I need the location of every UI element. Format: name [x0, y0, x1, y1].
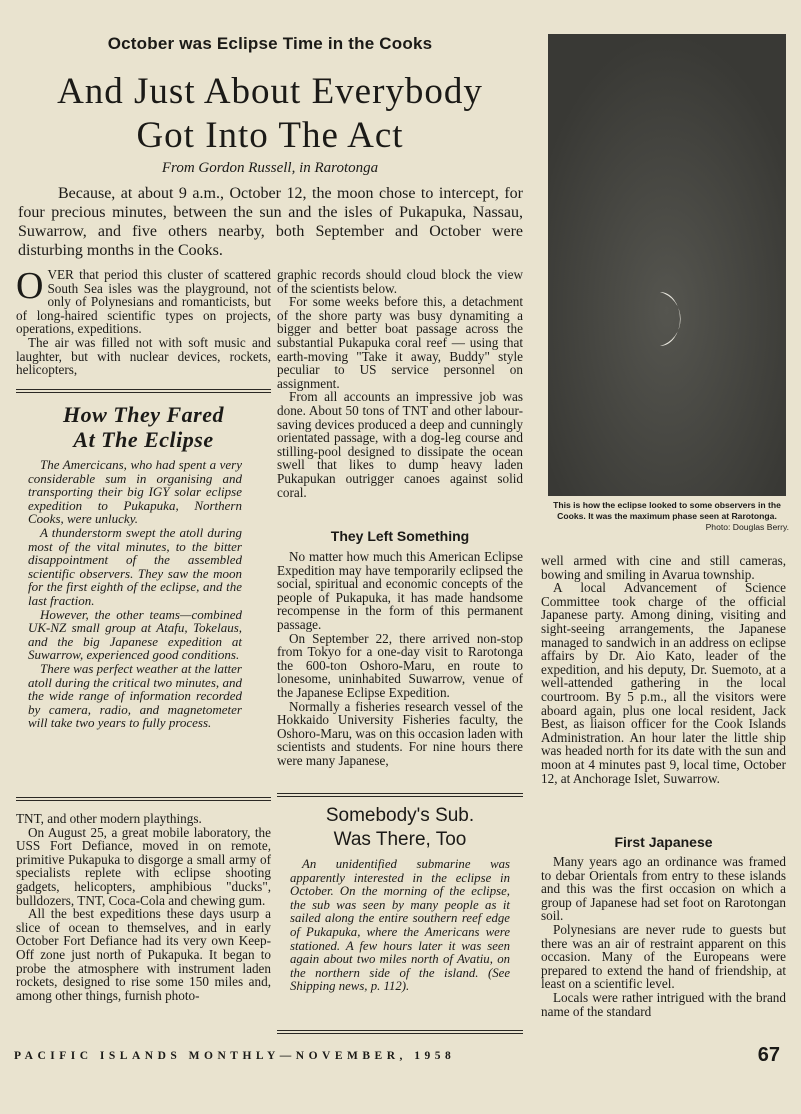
col2-bottom [277, 550, 523, 768]
sidebar-title-line-1: Somebody's Sub. [325, 805, 475, 826]
col2-para: No matter how much this American Eclipse Expedition may have temporarily eclipsed the social, spiritual and economic concepts of the people of Pukapuka, it has made handsome recompense in the form of this permanent passage. [277, 549, 523, 632]
col3-para: Many years ago an ordinance was framed to debar Orientals from entry to these islands and this was the first occasion on which a group of Japanese had set foot on Rarotongan soil. [541, 854, 786, 924]
drop-cap: O [16, 265, 44, 307]
kicker: October was Eclipse Time in the Cooks [107, 34, 433, 53]
page-footer [14, 1044, 784, 1074]
col3-para: well armed with cine and still cameras, bowing and smiling in Avarua township. [541, 553, 786, 582]
col1-top [16, 265, 271, 378]
subhead-first-japanese: First Japanese [614, 834, 713, 850]
eclipse-crescent-icon [548, 34, 786, 496]
byline: From Gordon Russell, in Rarotonga [161, 160, 379, 176]
col3-para: Polynesians are never rude to guests but there was an air of restraint apparent on this occasion. Many of the Europeans were prepared to extend the hand of friendship, at least on a scientific level. [541, 921, 786, 992]
box-para: A thunderstorm swept the atoll during most of the vital minutes, to the bitter disappointment of the assembled scientific observers. They saw the moon for the first eighth of the eclipse, and the last fraction. [28, 524, 242, 608]
col2-para: For some weeks before this, a detachment of the shore party was busy dynamiting a bigger and better boat passage across the substantial Pukapuka coral reef — using that earth-moving "Take it away, Buddy" style peculiar to US service personnel on assignment. [277, 294, 523, 391]
sidebar-top-rule [277, 793, 523, 797]
headline-line-2: Got Into The Act [136, 115, 404, 156]
col1-para-2: The air was filled not with soft music and laughter, but with nuclear devices, rockets, helicopters, [16, 334, 271, 378]
box-title-line-2: At The Eclipse [73, 427, 214, 452]
col3-bottom [541, 855, 786, 1018]
col1-para-1: OVER that period this cluster of scattered South Sea isles was the playground, not only of Polynesians and romanticists, but of long-haired scientific types on projects, operations, expeditions. [16, 265, 271, 337]
box-para: The Amercicans, who had spent a very considerable sum in organising and transporting their big IGY solar eclipse expedition to Pukapuka, Northern Cooks, were unlucky. [28, 457, 242, 527]
sidebar-bottom-rule [277, 1030, 523, 1034]
col2-para: graphic records should cloud block the view of the scientists below. [277, 267, 523, 296]
intro-paragraph: Because, at about 9 a.m., October 12, the moon chose to intercept, for four precious minutes, between the sun and the isles of Pukapuka, Nassau, Suwarrow, and five others nearby, both September and October were disturbing months in the Cooks. [18, 185, 523, 259]
col1-bottom-para: On August 25, a great mobile laboratory, the USS Fort Defiance, moved in on remote, primitive Pukapuka to disgorge a small army of specialists replete with eclipse shooting gadgets, helicopters, amphibious "ducks", bulldozers, TNT, Coca-Cola and chewing gum. [16, 824, 271, 908]
col2-para: On September 22, there arrived non-stop from Tokyo for a one-day visit to Rarotonga the 600-ton Oshoro-Maru, en route to lonesome, uninhabited Suwarrow, venue of the Japanese Eclipse Expedition. [277, 630, 523, 700]
page-number: 67 [757, 1044, 780, 1066]
subhead-they-left-something: They Left Something [330, 528, 470, 544]
photo-credit: Photo: Douglas Berry. [705, 522, 789, 532]
col1-bottom-para: All the best expeditions these days usurp a slice of ocean to themselves, and in early October Fort Defiance had its very own Keep-Off zone just north of Pukapuka. It began to probe the atmosphere with instrument laden rockets, designed to rise some 150 miles and, among other things, furnish photo- [16, 906, 271, 1003]
col1-bottom [16, 812, 271, 1002]
box-bottom-rule [16, 797, 271, 801]
sidebar-text [290, 858, 510, 994]
col1-bottom-para: TNT, and other modern playthings. [16, 811, 202, 826]
sidebar-title [277, 804, 523, 852]
publication-line: PACIFIC ISLANDS MONTHLY—NOVEMBER, 1958 [14, 1050, 456, 1062]
sidebar-title-line-2: Was There, Too [333, 829, 467, 850]
box-para: There was perfect weather at the latter atoll during the critical two minutes, and the wide range of information recorded by camera, radio, and magnetometer will take two years to fully process. [28, 660, 242, 731]
box-text [28, 458, 242, 730]
col2-para: From all accounts an impressive job was done. About 50 tons of TNT and other labour-saving devices produced a deep and cunningly orientated passage, with a dog-leg course and stilling-pool designed to dissipate the ocean swell that likes to dump heavy laden Pukapukan outrigger canoes against solid coral. [277, 389, 523, 500]
col3-para: Locals were rather intrigued with the brand name of the standard [541, 989, 786, 1019]
caption-text: This is how the eclipse looked to some observers in the Cooks. It was the maximum phase seen at Rarotonga. [553, 500, 781, 521]
col3-para: A local Advancement of Science Committee took charge of the official Japanese party. Among dining, visiting and sight-seeing arrangements, the Japanese managed to sandwich in an address on eclipse affairs by Dr. Aio Kato, leader of the expedition, and his deputy, Dr. Suemoto, at a well-attended gathering in the local courtroom. By 5 p.m., all the visitors were aboard again, plus one local resident, Jack Best, as liaison officer for the Cook Islands Administration. An hour later the little ship was headed north for its date with the sun and moon at 4 minutes past 9, local time, October 12, at Anchorage Islet, Suwarrow. [541, 580, 786, 786]
box-title [16, 402, 271, 452]
sidebar-para: An unidentified submarine was apparently interested in the eclipse in October. On the morning of the eclipse, the sub was seen by many people as it sailed along the entire southern reef edge of Pukapuka, where the Americans were stationed. A few hours later it was seen again about two miles north of Avatiu, on the northern side of the island. (See Shipping news, p. 112). [290, 857, 510, 994]
col3-top [541, 554, 786, 785]
box-top-rule [16, 389, 271, 393]
eclipse-photo [548, 34, 786, 496]
box-title-line-1: How They Fared [63, 402, 224, 427]
headline [20, 70, 520, 158]
photo-caption [545, 500, 789, 533]
headline-line-1: And Just About Everybody [57, 71, 483, 112]
col2-para: Normally a fisheries research vessel of the Hokkaido University Fisheries faculty, the Oshoro-Maru, was on this occasion laden with scientists and students. For nine hours there were many Japanese, [277, 698, 523, 768]
col2-top [277, 268, 523, 499]
box-para: However, the other teams—combined UK-NZ small group at Atafu, Tokelaus, and the big Japanese expedition at Suwarrow, experienced good conditions. [28, 606, 242, 663]
